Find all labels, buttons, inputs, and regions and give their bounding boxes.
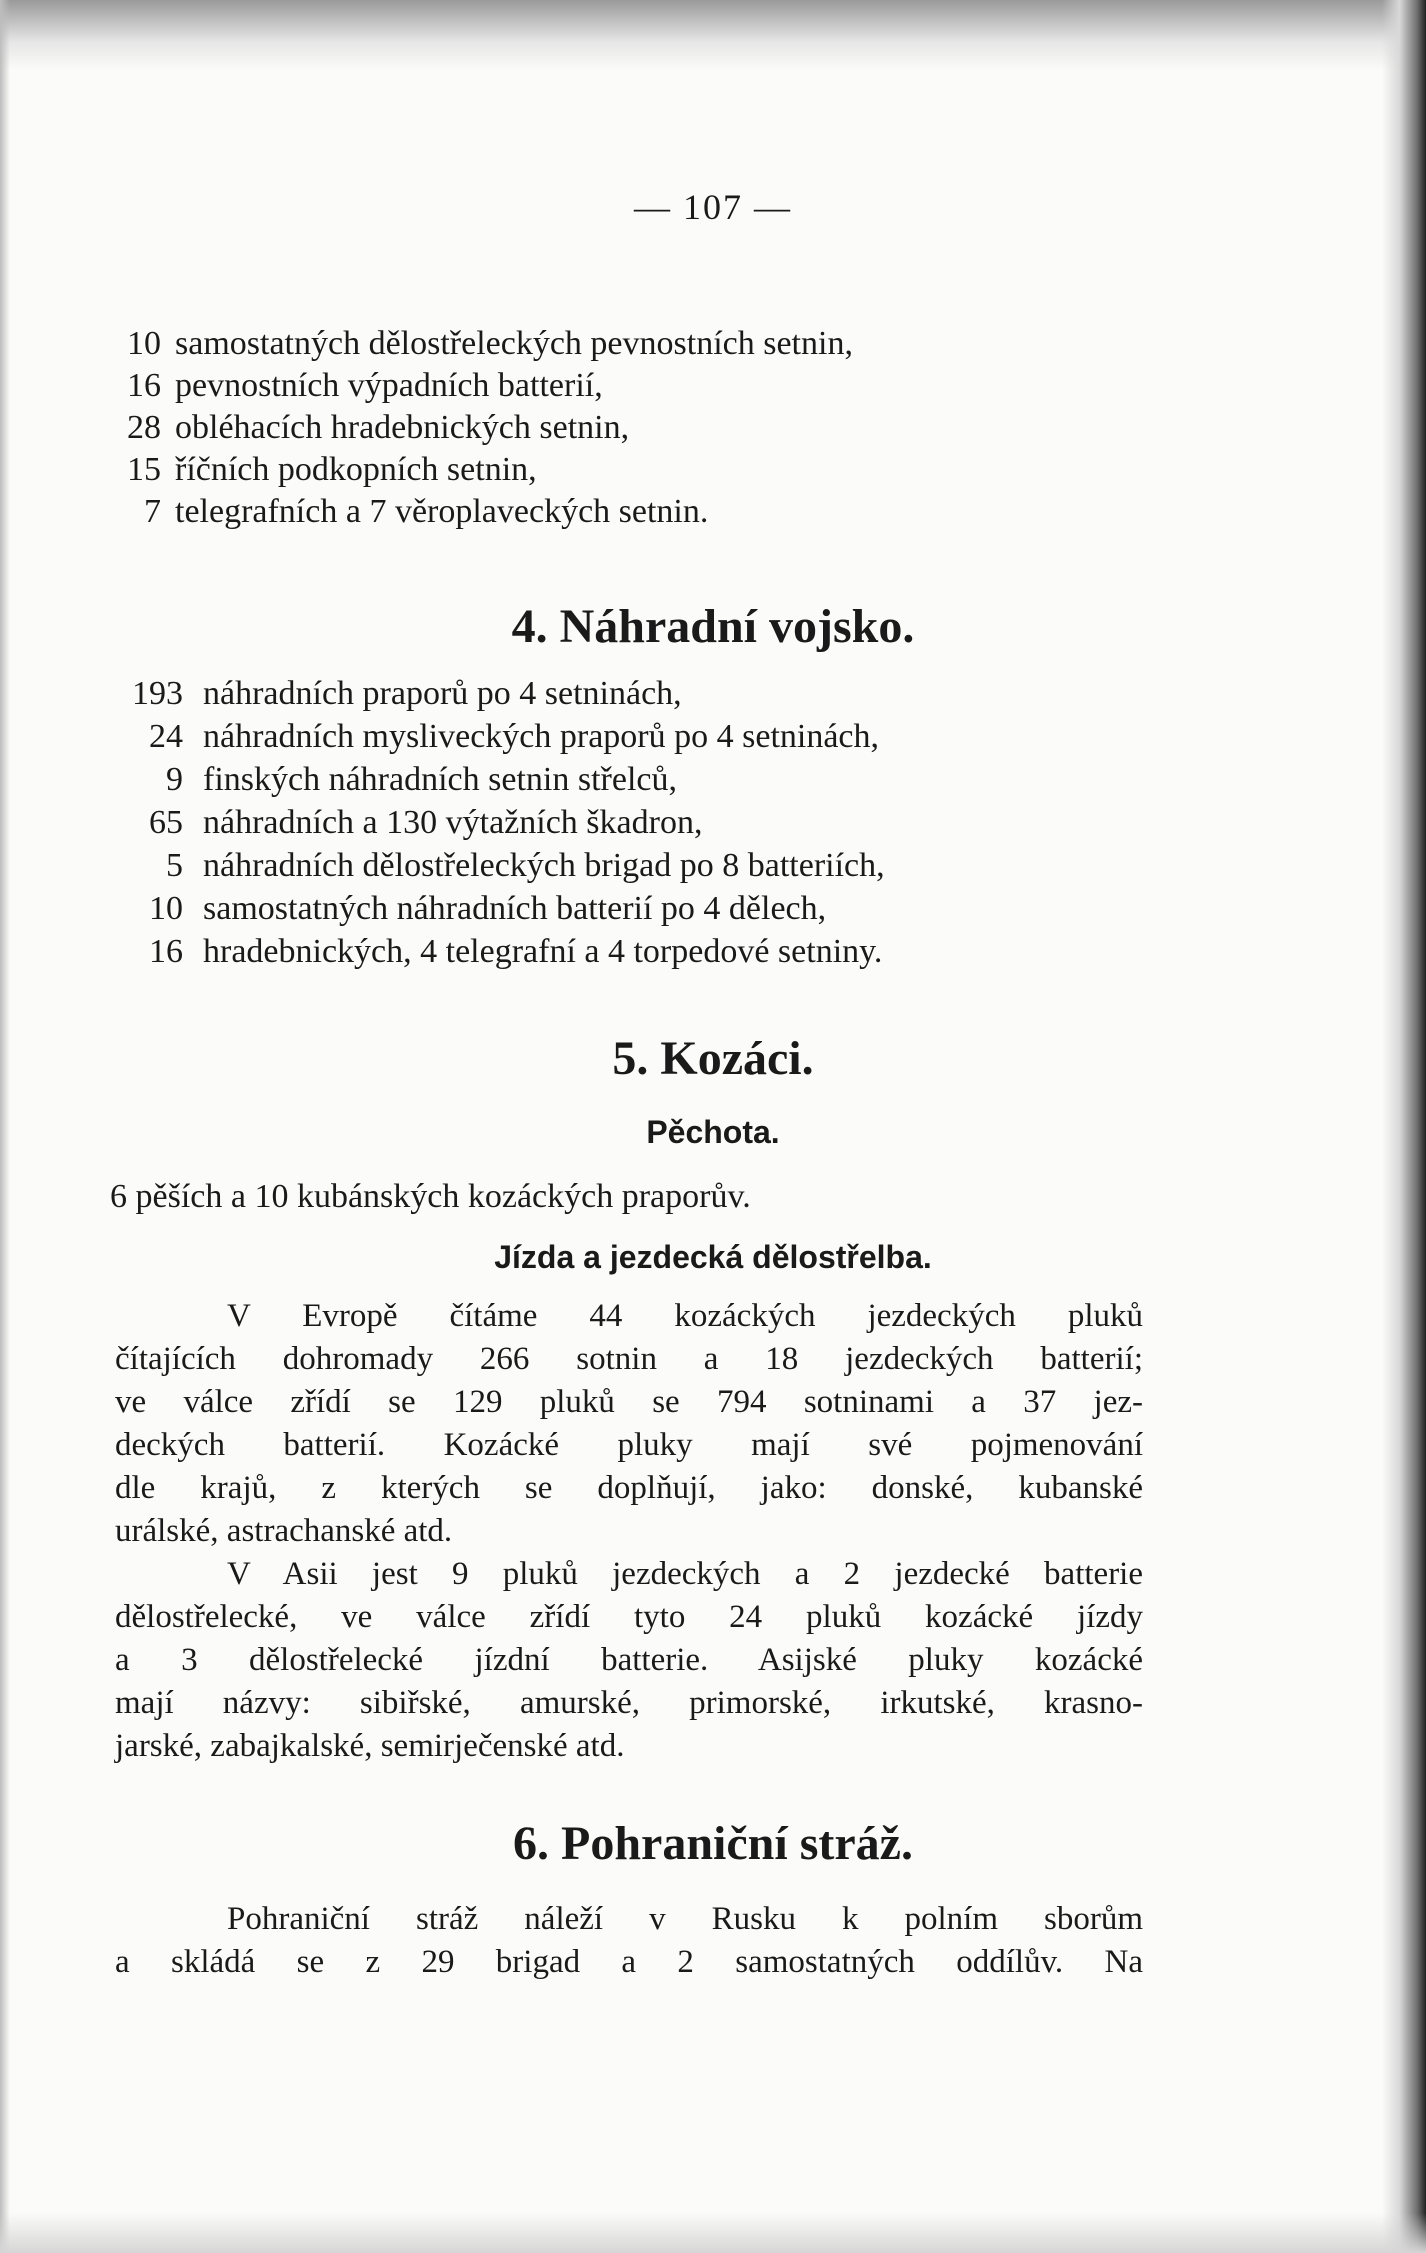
paragraph-line: dělostřelecké, ve válce zřídí tyto 24 pluků kozácké jízdy xyxy=(115,1599,1143,1635)
page-number: — 107 — xyxy=(634,187,792,227)
list-item: 10 samostatných dělostřeleckých pevnostních setnin, xyxy=(127,325,853,362)
list-item: 65 náhradních a 130 výtažních škadron, xyxy=(149,804,703,841)
paragraph-line: mají názvy: sibiřské, amurské, primorské, irkutské, krasno- xyxy=(115,1685,1143,1721)
section-heading: 5. Kozáci. xyxy=(612,1032,814,1085)
list-item: 15 říčních podkopních setnin, xyxy=(127,451,537,488)
paragraph-line: Pohraniční stráž náleží v Rusku k polním sborům xyxy=(227,1901,1143,1937)
list-item: 10 samostatných náhradních batterií po 4 dělech, xyxy=(149,890,827,927)
paragraph xyxy=(115,1898,1143,1984)
paragraph-line: dle krajů, z kterých se doplňují, jako: donské, kubanské xyxy=(115,1470,1143,1506)
paragraph xyxy=(115,1295,1143,1553)
paragraph-line: V Evropě čítáme 44 kozáckých jezdeckých pluků xyxy=(227,1298,1143,1334)
subsection-heading: Pěchota. xyxy=(646,1114,780,1150)
paragraph xyxy=(115,1553,1143,1768)
paragraph-line: čítajících dohromady 266 sotnin a 18 jezdeckých batterií; xyxy=(115,1341,1143,1377)
list-item: 16 pevnostních výpadních batterií, xyxy=(127,367,603,404)
paragraph-line: ve válce zřídí se 129 pluků se 794 sotninami a 37 jez- xyxy=(115,1384,1143,1420)
list-item: 7 telegrafních a 7 věroplaveckých setnin. xyxy=(144,493,709,530)
list-item: 16 hradebnických, 4 telegrafní a 4 torpedové setniny. xyxy=(149,933,883,970)
list-item: 24 náhradních mysliveckých praporů po 4 setninách, xyxy=(149,718,880,755)
paragraph-line: V Asii jest 9 pluků jezdeckých a 2 jezdecké batterie xyxy=(227,1556,1143,1592)
paragraph-line: a 3 dělostřelecké jízdní batterie. Asijské pluky kozácké xyxy=(115,1642,1143,1678)
paragraph-line: a skládá se z 29 brigad a 2 samostatných oddílův. Na xyxy=(115,1944,1143,1980)
paragraph-line: jarské, zabajkalské, semirječenské atd. xyxy=(115,1728,625,1764)
section-heading: 6. Pohraniční stráž. xyxy=(513,1817,913,1870)
body-line: 6 pěších a 10 kubánských kozáckých praporův. xyxy=(110,1178,751,1215)
list-item: 28 obléhacích hradebnických setnin, xyxy=(127,409,630,446)
scan-edge-bottom xyxy=(0,2213,1426,2253)
list-item: 5 náhradních dělostřeleckých brigad po 8 batteriích, xyxy=(166,847,885,884)
list-item: 193 náhradních praporů po 4 setninách, xyxy=(132,675,682,712)
subsection-heading: Jízda a jezdecká dělostřelba. xyxy=(494,1239,932,1275)
section-heading: 4. Náhradní vojsko. xyxy=(511,600,915,653)
scan-edge-top xyxy=(0,0,1426,70)
paragraph-line: deckých batterií. Kozácké pluky mají své pojmenování xyxy=(115,1427,1143,1463)
paragraph-line: urálské, astrachanské atd. xyxy=(115,1513,453,1549)
list-item: 9 finských náhradních setnin střelců, xyxy=(166,761,677,798)
